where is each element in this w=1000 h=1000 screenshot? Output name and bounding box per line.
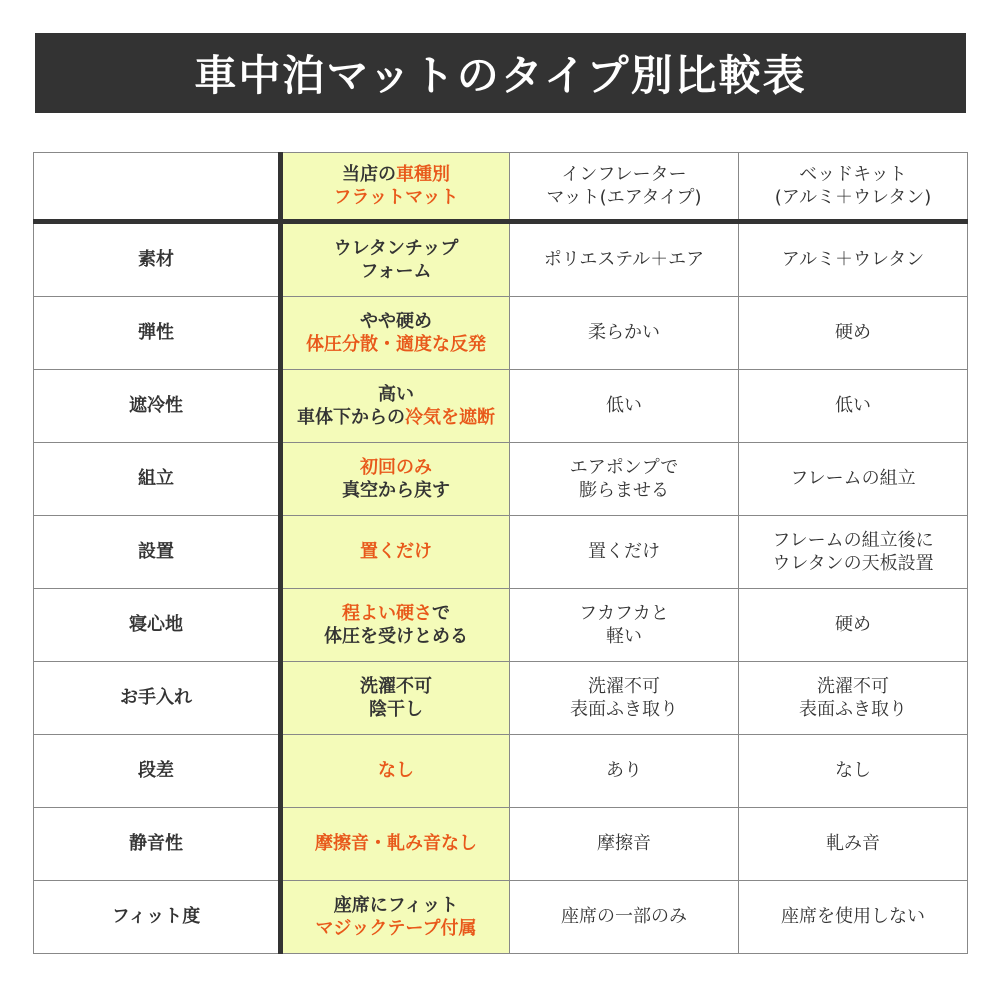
table-row [34,735,968,808]
row-label: 静音性 [34,808,281,881]
flat-mat-cell [281,443,510,516]
cell-line: あり [606,760,642,782]
inflator-cell [510,881,739,954]
header-blank-cell [34,153,281,222]
bed-kit-cell [739,662,968,735]
header-bed-kit [739,153,968,222]
header-inflator-mat [510,153,739,222]
cell-line: 硬め [835,614,871,636]
cell-line: 陰干し [369,699,423,720]
cell-line-accent: 初回のみ [360,456,432,478]
flat-mat-cell [281,297,510,370]
header-flat-mat-accent: 車種別 [396,163,450,185]
cell-line: フレームの組立後に [772,529,934,551]
comparison-table [33,152,968,954]
header-flat-mat [281,153,510,222]
bed-kit-cell [739,222,968,297]
cell-line: エアポンプで [569,456,679,478]
cell-line: 表面ふき取り [570,699,678,720]
cell-line-accent: 置くだけ [360,541,432,563]
cell-line: 体圧を受けとめる [324,626,468,647]
cell-line: アルミ＋ウレタン [781,249,925,271]
cell-line: 摩擦音 [597,833,651,855]
cell-line: ポリエステル＋エア [543,249,705,271]
cell-line: 座席を使用しない [781,906,925,928]
bed-kit-cell [739,370,968,443]
cell-line: フレームの組立 [790,468,916,490]
cell-line: 高い [378,383,414,405]
cell-line: 軋み音 [826,833,880,855]
table-row [34,297,968,370]
cell-line: 洗濯不可 [817,675,889,697]
cell-text-accent: 冷気を遮断 [405,407,495,428]
cell-line: 真空から戻す [342,480,450,501]
table-header-row [34,153,968,222]
inflator-cell [510,297,739,370]
table-row [34,370,968,443]
cell-line: 表面ふき取り [799,699,907,720]
bed-kit-cell [739,735,968,808]
cell-line: 洗濯不可 [588,675,660,697]
header-flat-mat-prefix: 当店の [342,163,396,185]
cell-line-accent: 体圧分散・適度な反発 [306,334,486,355]
inflator-cell [510,516,739,589]
cell-line: 軽い [606,626,642,647]
bed-kit-cell [739,808,968,881]
bed-kit-cell [739,443,968,516]
bed-kit-cell [739,589,968,662]
header-bed-kit-line1: ベッドキット [799,163,907,185]
flat-mat-cell [281,589,510,662]
table-row [34,881,968,954]
inflator-cell [510,443,739,516]
cell-line: 膨らませる [579,480,669,501]
title-bar [35,33,966,113]
cell-text: 車体下からの [297,407,405,428]
cell-line: 置くだけ [588,541,660,563]
cell-line: ウレタンチップ [333,237,459,259]
flat-mat-cell [281,808,510,881]
cell-line: 座席にフィット [333,894,459,916]
row-label: 弾性 [34,297,281,370]
cell-text: で [432,602,450,624]
header-inflator-line2: マット(エアタイプ) [546,187,702,208]
header-flat-mat-name: フラットマット [333,187,459,208]
cell-line: ウレタンの天板設置 [772,553,934,574]
bed-kit-cell [739,516,968,589]
cell-line: フカフカと [579,602,669,624]
table-row [34,589,968,662]
inflator-cell [510,222,739,297]
bed-kit-cell [739,881,968,954]
bed-kit-cell [739,297,968,370]
cell-line-accent: マジックテープ付属 [315,918,477,939]
comparison-table-wrapper [33,152,967,954]
cell-line: 洗濯不可 [360,675,432,697]
header-inflator-line1: インフレーター [561,163,687,185]
table-row [34,222,968,297]
row-label: 設置 [34,516,281,589]
row-label: 寝心地 [34,589,281,662]
table-row [34,443,968,516]
inflator-cell [510,589,739,662]
cell-line: 低い [606,395,642,417]
flat-mat-cell [281,662,510,735]
row-label: 組立 [34,443,281,516]
inflator-cell [510,735,739,808]
inflator-cell [510,662,739,735]
flat-mat-cell [281,222,510,297]
table-row [34,808,968,881]
table-row [34,516,968,589]
cell-line: 低い [835,395,871,417]
cell-line-accent: 摩擦音・軋み音なし [315,833,477,855]
flat-mat-cell [281,370,510,443]
cell-line: 座席の一部のみ [561,906,687,928]
cell-line: やや硬め [360,310,432,332]
row-label: フィット度 [34,881,281,954]
flat-mat-cell [281,881,510,954]
page-title: 車中泊マットのタイプ別比較表 [194,51,807,100]
cell-line: フォーム [360,261,432,282]
row-label: 段差 [34,735,281,808]
inflator-cell [510,370,739,443]
cell-text-accent: 程よい硬さ [342,602,432,624]
table-row [34,662,968,735]
cell-line: 硬め [835,322,871,344]
header-bed-kit-line2: (アルミ＋ウレタン) [774,187,932,208]
cell-line: 柔らかい [588,322,660,344]
inflator-cell [510,808,739,881]
row-label: お手入れ [34,662,281,735]
flat-mat-cell [281,516,510,589]
cell-line-accent: なし [378,760,414,782]
row-label: 素材 [34,222,281,297]
row-label: 遮冷性 [34,370,281,443]
cell-line: なし [835,760,871,782]
flat-mat-cell [281,735,510,808]
